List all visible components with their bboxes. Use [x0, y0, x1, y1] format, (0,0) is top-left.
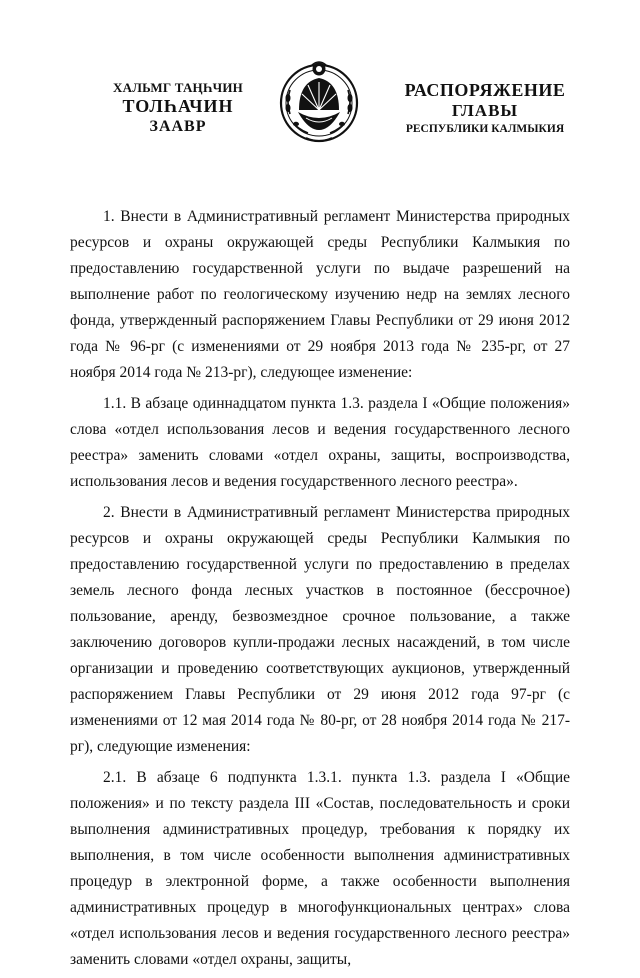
- header-left-line1: ХАЛЬМГ ТАҢҺЧИН: [113, 80, 243, 95]
- document-body: [70, 204, 570, 978]
- header-russian-title: [395, 80, 575, 137]
- paragraph-2: 2. Внести в Административный регламент Министерства природных ресурсов и охраны окружающей среды Республики Калмыкия по предоставлению государственной услуги по предоставлению в пределах земель лесного фонда лесных участков в постоянное (бессрочное) пользование, аренду, безвозмездное срочное пользование, а также заключению договоров купли-продажи лесных насаждений, в том числе организации и проведению соответствующих аукционов, утвержденный распоряжением Главы Республики от 29 июня 2012 года 97-рг (с изменениями от 12 мая 2014 года № 80-рг, от 28 ноября 2014 года № 217-рг), следующие изменения:: [70, 504, 570, 755]
- kalmykia-coat-of-arms-icon: [276, 58, 362, 144]
- paragraph-2-1: 2.1. В абзаце 6 подпункта 1.3.1. пункта 1.3. раздела I «Общие положения» и по тексту раздела III «Состав, последовательность и сроки выполнения административных процедур, требования к порядку их выполнения, в том числе особенности выполнения административных процедур в электронной форме, а также особенности выполнения административных процедур в многофункциональных центрах» слова «отдел использования лесов и ведения государственного лесного реестра» заменить словами «отдел охраны, защиты,: [70, 769, 570, 968]
- header-kalmyk-title: [88, 80, 268, 136]
- paragraph-1-1: 1.1. В абзаце одиннадцатом пункта 1.3. раздела I «Общие положения» слова «отдел использования лесов и ведения государственного лесного реестра» заменить словами «отдел охраны, защиты, воспроизводства, использования лесов и ведения государственного лесного реестра».: [70, 395, 570, 490]
- header-right-line2: ГЛАВЫ: [451, 101, 519, 120]
- header-right-line3: РЕСПУБЛИКИ КАЛМЫКИЯ: [405, 123, 565, 135]
- paragraph-1: 1. Внести в Административный регламент Министерства природных ресурсов и охраны окружающей среды Республики Калмыкия по предоставлению государственной услуги по выдаче разрешений на выполнение работ по геологическому изучению недр на землях лесного фонда, утвержденный распоряжением Главы Республики от 29 июня 2012 года № 96-рг (с изменениями от 29 ноября 2013 года № 235-рг, от 27 ноября 2014 года № 213-рг), следующее изменение:: [70, 208, 570, 381]
- header-left-line3: ЗААВР: [149, 118, 207, 135]
- header-right-line1: РАСПОРЯЖЕНИЕ: [404, 80, 566, 100]
- header-left-line2: ТОЛҺАЧИН: [122, 96, 234, 116]
